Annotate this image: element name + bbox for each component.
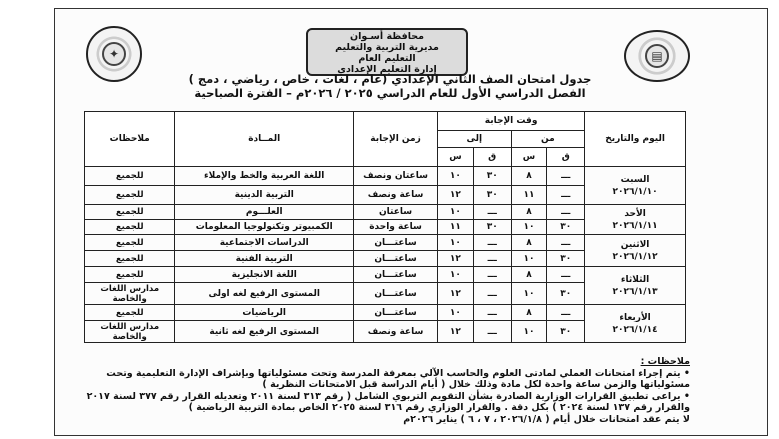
day-date-cell	[585, 235, 686, 267]
day-name: الاثنين	[620, 239, 650, 250]
schedule-subtitle: الفصل الدراسي الأول للعام الدراسي ٢٠٢٥ / ٢٠٢٦م – الفترة الصباحية	[194, 86, 586, 100]
header-answer-time: وقت الإجابة	[438, 112, 585, 131]
table-row	[85, 305, 686, 321]
row-note: مدارس اللغات والخاصة	[85, 321, 175, 343]
header-to-hour: س	[438, 148, 474, 167]
row-note: للجميع	[85, 186, 175, 205]
footnote-item: • يراعى تطبيق القرارات الوزارية الصادرة بشأن التقويم التربوي الشامل ( رقم ٣١٣ لسنة ٢٠١١ وتعديله القرار رقم ٣٧٧ لسنة ٢٠١٧ والقرار رقم ١٣٧ لسنة ٢٠٢٤ ) بكل دقة . والقرار الوزاري رقم ٣١٦ لسنة ٢٠٢٥ الخاص بمادة التربية الرياضية )	[86, 390, 690, 413]
to-hour: ١٠	[438, 267, 474, 283]
from-minute: ٣٠	[547, 220, 585, 235]
from-hour: ١٠	[511, 283, 547, 305]
day-date-cell	[585, 167, 686, 205]
row-note: للجميع	[85, 220, 175, 235]
from-hour: ١٠	[511, 220, 547, 235]
to-minute: ٣٠	[473, 167, 511, 186]
row-note: للجميع	[85, 167, 175, 186]
to-minute: ـــ	[473, 205, 511, 220]
exam-date: ٢٠٢٦/١/١٠	[612, 186, 658, 197]
duration: ساعة واحدة	[354, 220, 438, 235]
day-name: الأحد	[624, 208, 646, 219]
to-minute: ٣٠	[473, 220, 511, 235]
to-hour: ١٠	[438, 305, 474, 321]
directorate-header	[306, 28, 468, 76]
to-hour: ١١	[438, 220, 474, 235]
header-line: مديرية التربية والتعليم	[335, 42, 439, 53]
header-duration: زمن الإجابة	[354, 112, 438, 167]
duration: ساعتـــان	[354, 305, 438, 321]
from-minute: ـــ	[547, 267, 585, 283]
from-hour: ١٠	[511, 251, 547, 267]
to-minute: ـــ	[473, 283, 511, 305]
day-date-cell	[585, 267, 686, 305]
header-to: إلى	[438, 131, 512, 148]
to-hour: ١٢	[438, 186, 474, 205]
subject: الكمبيوتر وتكنولوجيا المعلومات	[175, 220, 354, 235]
emblem-icon: ✦	[102, 42, 126, 66]
from-hour: ٨	[511, 267, 547, 283]
exam-date: ٢٠٢٦/١/١١	[612, 220, 658, 231]
table-row	[85, 235, 686, 251]
duration: ساعتان ونصف	[354, 167, 438, 186]
to-minute: ـــ	[473, 305, 511, 321]
subject: الدراسات الاجتماعية	[175, 235, 354, 251]
header-line: إدارة التعليم الإعدادي	[337, 64, 437, 75]
to-minute: ـــ	[473, 321, 511, 343]
footnote-item: • يتم إجراء امتحانات العملي لمادتى العلوم والحاسب الآلي بمعرفة المدرسة وتحت مسئولياتها وبإشراف الإدارة التعليمية وتحت مسئولياتها والزمن ساعة واحدة لكل مادة وذلك خلال ( أيام الدراسة قبل الامتحانات النظرية )	[106, 367, 690, 390]
duration: ساعتـــان	[354, 251, 438, 267]
row-note: للجميع	[85, 267, 175, 283]
to-minute: ـــ	[473, 267, 511, 283]
header-day-date: اليوم والتاريخ	[585, 112, 686, 167]
duration: ساعة ونصف	[354, 186, 438, 205]
to-hour: ١٢	[438, 251, 474, 267]
footnote-item: لا يتم عقد امتحانات خلال أيام ( ٢٠٢٦/١/٨ ، ٧ ، ٦ ) يناير ٢٠٢٦م	[403, 413, 690, 425]
from-hour: ١١	[511, 186, 547, 205]
day-date-cell	[585, 305, 686, 343]
row-note: للجميع	[85, 205, 175, 220]
to-minute: ـــ	[473, 251, 511, 267]
duration: ساعتـــان	[354, 283, 438, 305]
from-minute: ـــ	[547, 235, 585, 251]
exam-date: ٢٠٢٦/١/١٤	[612, 324, 658, 335]
subject: التربية الدينية	[175, 186, 354, 205]
header-line: محافظة أسـوان	[349, 31, 424, 42]
from-minute: ٣٠	[547, 283, 585, 305]
from-minute: ـــ	[547, 205, 585, 220]
subject: اللغة العربية والخط والإملاء	[175, 167, 354, 186]
subject: المستوى الرفيع لغه اولى	[175, 283, 354, 305]
table-row	[85, 205, 686, 220]
day-name: الثلاثاء	[620, 274, 650, 285]
exam-schedule-table	[84, 111, 686, 343]
subject: اللغة الانجليزية	[175, 267, 354, 283]
from-hour: ٨	[511, 235, 547, 251]
footnotes	[84, 356, 690, 425]
to-hour: ١٢	[438, 283, 474, 305]
header-line: التعليم العام	[358, 53, 416, 64]
header-from: من	[511, 131, 585, 148]
subject: التربية الفنية	[175, 251, 354, 267]
book-icon: ▤	[645, 44, 669, 68]
row-note: للجميع	[85, 251, 175, 267]
table-row	[85, 167, 686, 186]
table-row	[85, 267, 686, 283]
to-minute: ٣٠	[473, 186, 511, 205]
from-hour: ٨	[511, 167, 547, 186]
row-note: للجميع	[85, 305, 175, 321]
schedule-title: جدول امتحان الصف الثاني الإعدادي (عام ، لغات ، خاص ، رياضي ، دمج )	[188, 72, 592, 86]
header-subject: المــادة	[175, 112, 354, 167]
to-minute: ـــ	[473, 235, 511, 251]
from-minute: ٣٠	[547, 321, 585, 343]
from-hour: ٨	[511, 305, 547, 321]
from-hour: ٨	[511, 205, 547, 220]
header-to-min: ق	[473, 148, 511, 167]
subject: الرياضيات	[175, 305, 354, 321]
subject: المستوى الرفيع لغه ثانية	[175, 321, 354, 343]
to-hour: ١٠	[438, 167, 474, 186]
day-date-cell	[585, 205, 686, 235]
duration: ساعتـــان	[354, 235, 438, 251]
header-from-hour: س	[511, 148, 547, 167]
exam-date: ٢٠٢٦/١/١٣	[612, 286, 658, 297]
row-note: مدارس اللغات والخاصة	[85, 283, 175, 305]
duration: ساعتان	[354, 205, 438, 220]
from-minute: ٣٠	[547, 251, 585, 267]
footnotes-label: ملاحظات :	[640, 356, 690, 367]
from-minute: ـــ	[547, 167, 585, 186]
day-name: السبت	[620, 174, 650, 185]
from-minute: ـــ	[547, 186, 585, 205]
from-minute: ـــ	[547, 305, 585, 321]
header-from-min: ق	[547, 148, 585, 167]
row-note: للجميع	[85, 235, 175, 251]
to-hour: ١٠	[438, 205, 474, 220]
exam-date: ٢٠٢٦/١/١٢	[612, 251, 658, 262]
subject: العلـــوم	[175, 205, 354, 220]
duration: ساعتـــان	[354, 267, 438, 283]
duration: ساعة ونصف	[354, 321, 438, 343]
to-hour: ١٠	[438, 235, 474, 251]
to-hour: ١٢	[438, 321, 474, 343]
from-hour: ١٠	[511, 321, 547, 343]
header-notes: ملاحظات	[85, 112, 175, 167]
day-name: الأربعاء	[619, 312, 651, 323]
